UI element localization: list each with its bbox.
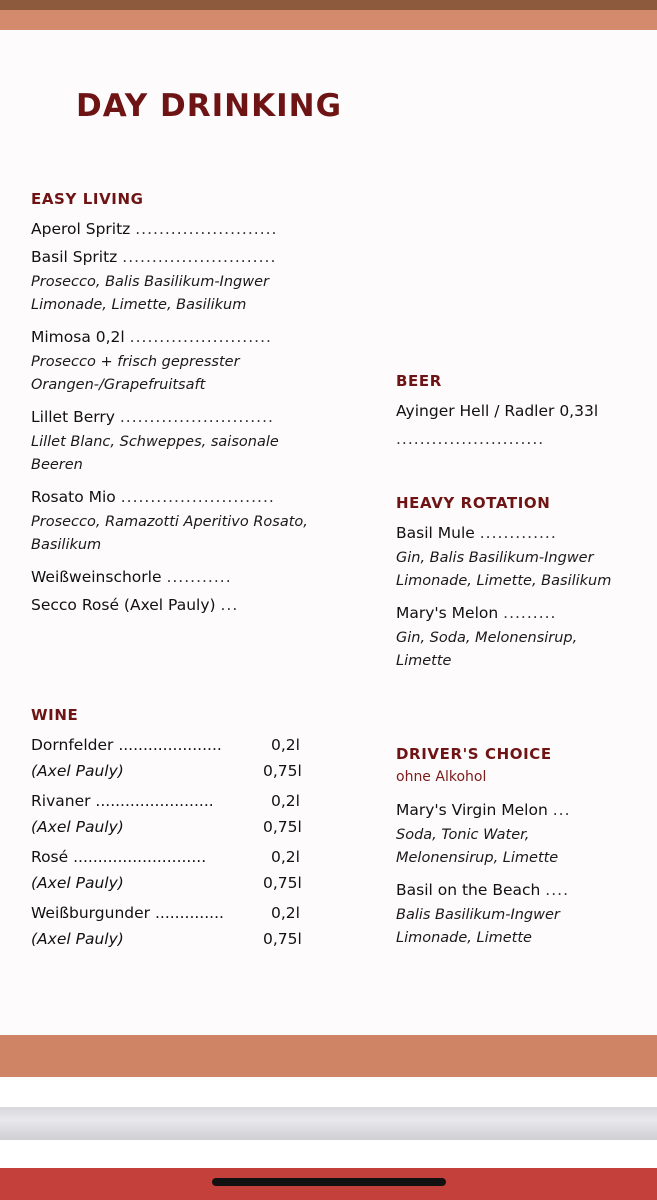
- item-name: Basil Mule: [396, 524, 475, 542]
- section-heading-wine: WINE: [31, 706, 79, 724]
- section-heading-easy-living: EASY LIVING: [31, 190, 144, 208]
- wine-maker: (Axel Pauly): [31, 818, 124, 836]
- description-line: Limonade, Limette, Basilikum: [396, 572, 612, 589]
- description-line: Lillet Blanc, Schweppes, saisonale: [31, 434, 279, 450]
- leader-dots: .........: [503, 604, 557, 622]
- wine-maker: (Axel Pauly): [31, 930, 124, 948]
- menu-item: [396, 524, 557, 542]
- leader-dots: ..........................: [119, 408, 274, 426]
- menu-item: [31, 568, 232, 586]
- glass-size: 0,2l: [271, 848, 300, 866]
- item-name: Rosato Mio: [31, 488, 116, 506]
- glass-size: 0,2l: [271, 736, 300, 754]
- description-line: Prosecco + frisch gepresster: [31, 354, 240, 370]
- description-line: Gin, Balis Basilikum-Ingwer: [396, 550, 594, 566]
- item-description: [31, 511, 308, 556]
- description-line: Limette: [396, 652, 452, 669]
- description-line: Prosecco, Balis Basilikum-Ingwer: [31, 274, 269, 290]
- menu-item: [31, 248, 276, 266]
- menu-item: [396, 604, 556, 622]
- menu-item: [31, 328, 272, 346]
- item-name: Weißburgunder: [31, 904, 151, 922]
- description-line: Basilikum: [31, 536, 102, 553]
- leader-dots-line: [396, 430, 544, 448]
- top-dark-band: [0, 0, 657, 10]
- menu-item: [31, 220, 277, 238]
- item-description: [31, 271, 269, 316]
- section-heading-beer: BEER: [396, 372, 442, 390]
- item-name: Mary's Virgin Melon: [396, 801, 548, 819]
- page-edge-strip: [0, 1107, 657, 1140]
- description-line: Melonensirup, Limette: [396, 849, 559, 866]
- top-color-band: [0, 10, 657, 30]
- glass-size: 0,2l: [271, 792, 300, 810]
- section-heading-heavy-rotation: HEAVY ROTATION: [396, 494, 551, 512]
- bottle-size: 0,75l: [263, 874, 302, 892]
- menu-item: [31, 408, 274, 426]
- leader-dots: .....................: [118, 736, 222, 754]
- section-heading-drivers-choice: DRIVER'S CHOICE: [396, 745, 552, 763]
- item-name: Rivaner: [31, 792, 91, 810]
- leader-dots: ........................: [95, 792, 214, 810]
- item-description: [396, 547, 611, 592]
- wine-item: [31, 792, 214, 810]
- menu-item: [31, 596, 238, 614]
- item-name: Basil Spritz: [31, 248, 118, 266]
- section-subtitle: ohne Alkohol: [396, 769, 487, 785]
- leader-dots: ........................: [135, 220, 278, 238]
- item-name: Mary's Melon: [396, 604, 499, 622]
- item-description: [31, 351, 240, 396]
- item-description: [396, 904, 560, 949]
- description-line: Limonade, Limette, Basilikum: [31, 296, 247, 313]
- description-line: Balis Basilikum-Ingwer: [396, 907, 560, 923]
- description-line: Soda, Tonic Water,: [396, 827, 530, 843]
- leader-dots: ..........................: [122, 248, 277, 266]
- item-name: Mimosa 0,2l: [31, 328, 125, 346]
- leader-dots: ...: [220, 596, 239, 614]
- item-name: Secco Rosé (Axel Pauly): [31, 596, 216, 614]
- item-description: [396, 627, 577, 672]
- leader-dots: ....: [545, 881, 570, 899]
- item-name: Dornfelder: [31, 736, 114, 754]
- leader-dots: .........................: [396, 430, 545, 448]
- description-line: Prosecco, Ramazotti Aperitivo Rosato,: [31, 514, 308, 530]
- wine-item: [31, 848, 206, 866]
- home-indicator[interactable]: [212, 1178, 446, 1186]
- leader-dots: ........................: [129, 328, 272, 346]
- item-name: Rosé: [31, 848, 69, 866]
- menu-item: [396, 801, 571, 819]
- leader-dots: ...........: [166, 568, 232, 586]
- leader-dots: ..........................: [120, 488, 275, 506]
- bottle-size: 0,75l: [263, 930, 302, 948]
- item-name: Lillet Berry: [31, 408, 115, 426]
- leader-dots: ..............: [154, 904, 224, 922]
- wine-item: [31, 904, 224, 922]
- wine-maker: (Axel Pauly): [31, 874, 124, 892]
- leader-dots: ...........................: [73, 848, 207, 866]
- spacer-strip-2: [0, 1140, 657, 1168]
- item-name: Weißweinschorle: [31, 568, 162, 586]
- bottle-size: 0,75l: [263, 818, 302, 836]
- wine-item: [31, 736, 222, 754]
- menu-item: [396, 402, 598, 420]
- leader-dots: .............: [479, 524, 557, 542]
- item-name: Aperol Spritz: [31, 220, 131, 238]
- description-line: Beeren: [31, 456, 83, 473]
- wine-maker: (Axel Pauly): [31, 762, 124, 780]
- bottle-size: 0,75l: [263, 762, 302, 780]
- item-description: [396, 824, 558, 869]
- item-name: Basil on the Beach: [396, 881, 541, 899]
- bottom-color-band: [0, 1035, 657, 1077]
- menu-item: [396, 881, 569, 899]
- glass-size: 0,2l: [271, 904, 300, 922]
- leader-dots: ...: [552, 801, 571, 819]
- page-title: DAY DRINKING: [76, 88, 343, 124]
- description-line: Limonade, Limette: [396, 929, 532, 946]
- item-name: Ayinger Hell / Radler 0,33l: [396, 402, 599, 420]
- description-line: Gin, Soda, Melonensirup,: [396, 630, 578, 646]
- item-description: [31, 431, 279, 476]
- menu-item: [31, 488, 275, 506]
- spacer-strip: [0, 1077, 657, 1107]
- description-line: Orangen-/Grapefruitsaft: [31, 376, 206, 393]
